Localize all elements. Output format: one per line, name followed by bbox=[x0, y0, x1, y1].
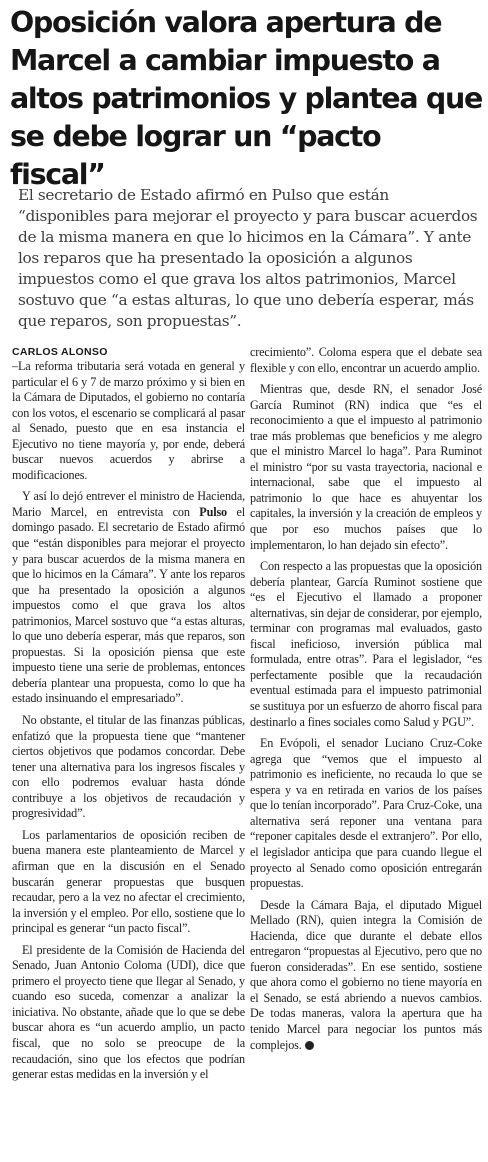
body-paragraph: Con respecto a las propuestas que la oposición debería plantear, García Ruminot sostiene que “es el Ejecutivo el llamado a proponer alternativas, sin dejar de considerar, por ejemplo, terminar con programas mal evaluados, gasto fiscal ineficioso, inversión pública mal formulada, entre otras”. Para el legislador, “es perfectamente posible que la recaudación eventual estimada para el impuesto patrimonial se sustituya por un esfuerzo de ahorro fiscal para destinarlo a fines sociales como Salud y PGU”. bbox=[250, 559, 482, 729]
body-text: el domingo pasado. El secretario de Estado afirmó que “están disponibles para mejorar el proyecto y para buscar acuerdos de la misma manera en que lo hicimos en la Cámara”. Y ante los reparos que ha presentado la oposición a algunos impuestos como el que grava los altos patrimonios, Marcel sostuvo que “a estas alturas, lo que uno debería esperar, más que reparos, son propuestas. Si la oposición piensa que este impuesto tiene una serie de problemas, entonces debería plantear una propuesta, como lo que ha estado insinuando el empresariado”. bbox=[12, 504, 246, 706]
right-column bbox=[250, 345, 482, 1059]
body-paragraph: Mientras que, desde RN, el senador José García Ruminot (RN) indica que “es el reconocimiento a que el impuesto al patrimonio trae más problemas que beneficios y me alegro que el ministro Marcel lo haga”. Para Ruminot el ministro “por su vasta trayectoria, nacional e internacional, sabe que el impuesto al patrimonio lo que hace es ahuyentar los capitales, la inversión y la creación de empleos y que por eso muchos países que lo implementaron, lo han dejado sin efecto”. bbox=[250, 382, 482, 552]
body-paragraph: Los parlamentarios de oposición reciben de buena manera este planteamiento de Marcel y afirman que en la discusión en el Senado buscarán generar propuestas que busquen recaudar, pero a la vez no afectar el crecimiento, la inversión y el empleo. Por ello, sostiene que lo principal es generar “un pacto fiscal”. bbox=[12, 827, 245, 936]
publication-name: Pulso bbox=[199, 504, 227, 519]
left-column bbox=[12, 359, 245, 1089]
body-paragraph bbox=[12, 489, 245, 707]
body-paragraph: En Evópoli, el senador Luciano Cruz-Coke agrega que “vemos que el impuesto al patrimonio es ineficiente, no recauda lo que se espera y va en retirada en varios de los países que lo tenían incorporado”. Para Cruz-Coke, una alternativa será reponer una ventana para “reponer capitales desde el extranjero”. Por ello, el legislador anticipa que para cuando llegue el proyecto al Senado como oposición entregarán propuestas. bbox=[250, 736, 482, 891]
body-paragraph bbox=[250, 898, 482, 1053]
body-text: Y así lo dejó entrever el ministro de Hacienda, Mario Marcel, en entrevista con bbox=[12, 489, 245, 519]
end-of-article-icon bbox=[305, 1041, 314, 1050]
body-paragraph: No obstante, el titular de las finanzas públicas, enfatizó que la propuesta tiene que “mantener ciertos objetivos que podamos concordar. Debe tener una alternativa para los ingresos fiscales y con ello podremos evaluar hasta dónde contribuye a los objetivos de recaudación y progresividad”. bbox=[12, 713, 245, 821]
article-lead: El secretario de Estado afirmó en Pulso que están “disponibles para mejorar el proyecto y para buscar acuerdos de la misma manera en que lo hicimos en la Cámara”. Y ante los reparos que ha presentado la oposición a algunos impuestos como el que grava los altos patrimonios, Marcel sostuvo que “a estas alturas, lo que uno debería esperar, más que reparos, son propuestas”. bbox=[18, 186, 478, 330]
body-paragraph: El presidente de la Comisión de Hacienda del Senado, Juan Antonio Coloma (UDI), dice que primero el proyecto tiene que llegar al Senado, y cuando eso suceda, comenzar a analizar la iniciativa. No obstante, añade que lo que se debe buscar ahora es “un acuerdo amplio, un pacto fiscal, que no solo se preocupe de la recaudación, sino que los efectos que podrían generar estas medidas en la inversión y el bbox=[12, 942, 245, 1082]
article-headline: Oposición valora apertura de Marcel a cambiar impuesto a altos patrimonios y plantea que se debe lograr un “pacto fiscal” bbox=[10, 6, 482, 191]
article-byline: CARLOS ALONSO bbox=[12, 346, 108, 358]
body-paragraph: –La reforma tributaria será votada en general y particular el 6 y 7 de marzo próximo y si bien en la Cámara de Diputados, el gobierno no contaría con los votos, el escenario se complicará al pasar al Senado, puesto que en esa instancia el Ejecutivo no tiene mayoría y, por ende, deberá buscar nuevos acuerdos y abrirse a modificaciones. bbox=[12, 359, 245, 482]
body-text: Desde la Cámara Baja, el diputado Miguel Mellado (RN), quien integra la Comisión de Hacienda, dice que durante el debate ellos entregaron “propuestas al Ejecutivo, pero que no fueron consideradas”. En ese sentido, sostiene que ahora como el gobierno no tiene mayoría en el Senado, se está abriendo a nuevos cambios. De todas maneras, valora la apertura que ha tenido Marcel para negociar los puntos más complejos. bbox=[250, 897, 482, 1052]
body-paragraph: crecimiento”. Coloma espera que el debate sea flexible y con ello, encontrar un acuerdo amplio. bbox=[250, 345, 482, 375]
